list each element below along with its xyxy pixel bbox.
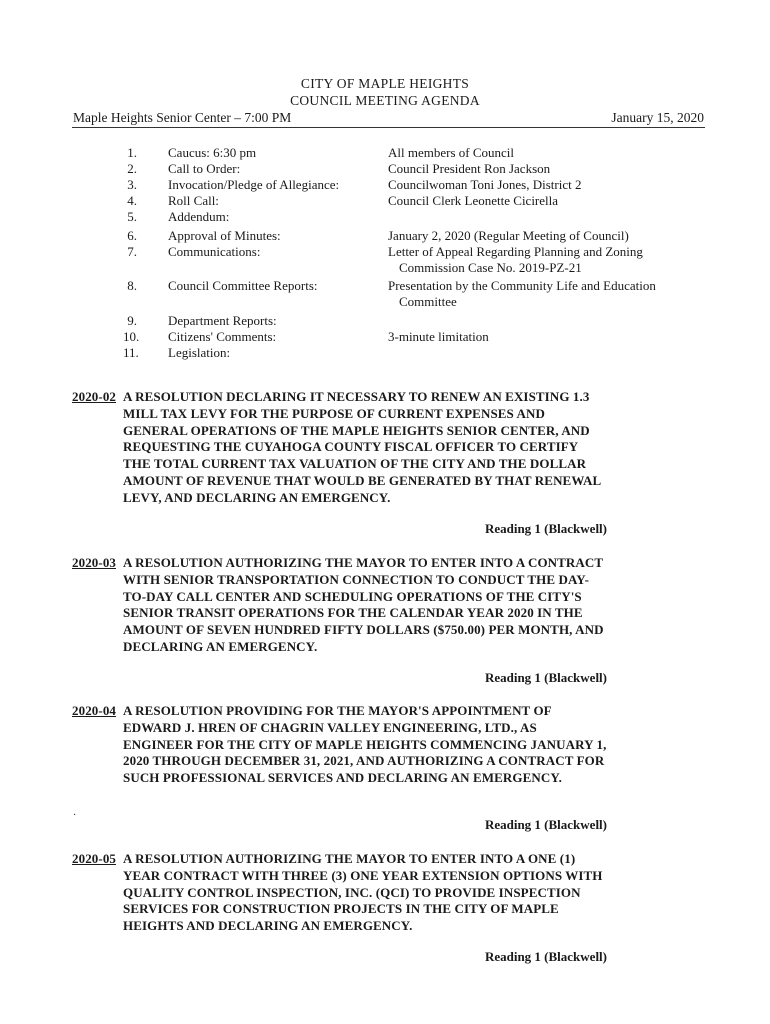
agenda-item-number: 8. [127, 278, 137, 293]
reading-note: Reading 1 (Blackwell) [484, 817, 607, 832]
agenda-item-detail-line: Commission Case No. 2019-PZ-21 [399, 260, 582, 275]
agenda-item-number: 4. [127, 193, 137, 208]
agenda-item-detail-line: Council Clerk Leonette Cicirella [388, 193, 559, 208]
agenda-item-number: 11. [123, 345, 139, 360]
agenda-item-label: Caucus: 6:30 pm [168, 145, 257, 160]
agenda-item-detail [388, 244, 708, 276]
legislation-text: A RESOLUTION AUTHORIZING THE MAYOR TO ENTER INTO A CONTRACT WITH SENIOR TRANSPORTATION CONNECTION TO CONDUCT THE DAY-TO-DAY CALL CENTER AND SCHEDULING OPERATIONS OF THE CITY'S SENIOR TRANSIT OPERATIONS FOR THE CALENDAR YEAR 2020 IN THE AMOUNT OF SEVEN HUNDRED FIFTY DOLLARS ($750.00) PER MONTH, AND DECLARING AN EMERGENCY. [123, 555, 604, 654]
meeting-venue: Maple Heights Senior Center – 7:00 PM [73, 110, 292, 125]
agenda-item-detail-line: January 2, 2020 (Regular Meeting of Council) [388, 228, 629, 243]
agenda-item-detail [388, 228, 708, 244]
agenda-item-detail-line: Councilwoman Toni Jones, District 2 [388, 177, 582, 192]
agenda-item-number: 6. [127, 228, 137, 243]
agenda-item-number: 10. [123, 329, 140, 344]
legislation-text: A RESOLUTION PROVIDING FOR THE MAYOR'S APPOINTMENT OF EDWARD J. HREN OF CHAGRIN VALLEY ENGINEERING, LTD., AS ENGINEER FOR THE CITY OF MAPLE HEIGHTS COMMENCING JANUARY 1, 2020 THROUGH DECEMBER 31, 2021, AND AUTHORIZING A CONTRACT FOR SUCH PROFESSIONAL SERVICES AND DECLARING AN EMERGENCY. [123, 703, 607, 786]
agenda-item-label: Council Committee Reports: [168, 278, 318, 293]
document-title: COUNCIL MEETING AGENDA [290, 93, 480, 108]
meeting-date: January 15, 2020 [611, 110, 704, 125]
agenda-item-detail-line: Council President Ron Jackson [388, 161, 551, 176]
agenda-item-detail-line: All members of Council [388, 145, 515, 160]
agenda-item-label: Addendum: [168, 209, 230, 224]
agenda-item-detail-line: Letter of Appeal Regarding Planning and Zoning [388, 244, 643, 259]
legislation-number: 2020-04 [72, 703, 117, 718]
agenda-item-label: Communications: [168, 244, 261, 259]
legislation-text: A RESOLUTION AUTHORIZING THE MAYOR TO ENTER INTO A ONE (1) YEAR CONTRACT WITH THREE (3) ONE YEAR EXTENSION OPTIONS WITH QUALITY CONTROL INSPECTION, INC. (QCI) TO PROVIDE INSPECTION SERVICES FOR CONSTRUCTION PROJECTS IN THE CITY OF MAPLE HEIGHTS AND DECLARING AN EMERGENCY. [123, 851, 603, 934]
reading-note: Reading 1 (Blackwell) [484, 949, 607, 964]
agenda-item-label: Roll Call: [168, 193, 219, 208]
agenda-item-detail [388, 329, 708, 345]
stray-mark: · [73, 810, 77, 821]
agenda-item-detail-line: 3-minute limitation [388, 329, 489, 344]
agenda-item-label: Invocation/Pledge of Allegiance: [168, 177, 340, 192]
reading-note: Reading 1 (Blackwell) [484, 521, 607, 536]
agenda-item-number: 5. [127, 209, 137, 224]
agenda-item-label: Citizens' Comments: [168, 329, 277, 344]
agenda-item-label: Approval of Minutes: [168, 228, 281, 243]
legislation-number: 2020-03 [72, 555, 117, 570]
header-rule [72, 127, 705, 128]
agenda-item-detail [388, 161, 708, 177]
agenda-item-number: 9. [127, 313, 137, 328]
agenda-item-label: Department Reports: [168, 313, 277, 328]
agenda-item-detail [388, 278, 708, 310]
agenda-item-number: 7. [127, 244, 137, 259]
agenda-item-detail-line: Presentation by the Community Life and Education [388, 278, 656, 293]
agenda-item-number: 2. [127, 161, 137, 176]
agenda-item-number: 3. [127, 177, 137, 192]
agenda-item-detail [388, 145, 708, 161]
legislation-text: A RESOLUTION DECLARING IT NECESSARY TO RENEW AN EXISTING 1.3 MILL TAX LEVY FOR THE PURPOSE OF CURRENT EXPENSES AND GENERAL OPERATIONS OF THE MAPLE HEIGHTS SENIOR CENTER, AND REQUESTING THE CUYAHOGA COUNTY FISCAL OFFICER TO CERTIFY THE TOTAL CURRENT TAX VALUATION OF THE CITY AND THE DOLLAR AMOUNT OF REVENUE THAT WOULD BE GENERATED BY THAT RENEWAL LEVY, AND DECLARING AN EMERGENCY. [123, 389, 601, 505]
legislation-number: 2020-02 [72, 389, 117, 404]
reading-note: Reading 1 (Blackwell) [484, 670, 607, 685]
agenda-item-detail-line: Committee [399, 294, 457, 309]
agenda-item-detail [388, 193, 708, 209]
legislation-number: 2020-05 [72, 851, 117, 866]
agenda-item-detail [388, 177, 708, 193]
city-name: CITY OF MAPLE HEIGHTS [300, 76, 470, 91]
agenda-item-label: Legislation: [168, 345, 231, 360]
agenda-item-label: Call to Order: [168, 161, 241, 176]
agenda-item-number: 1. [127, 145, 137, 160]
